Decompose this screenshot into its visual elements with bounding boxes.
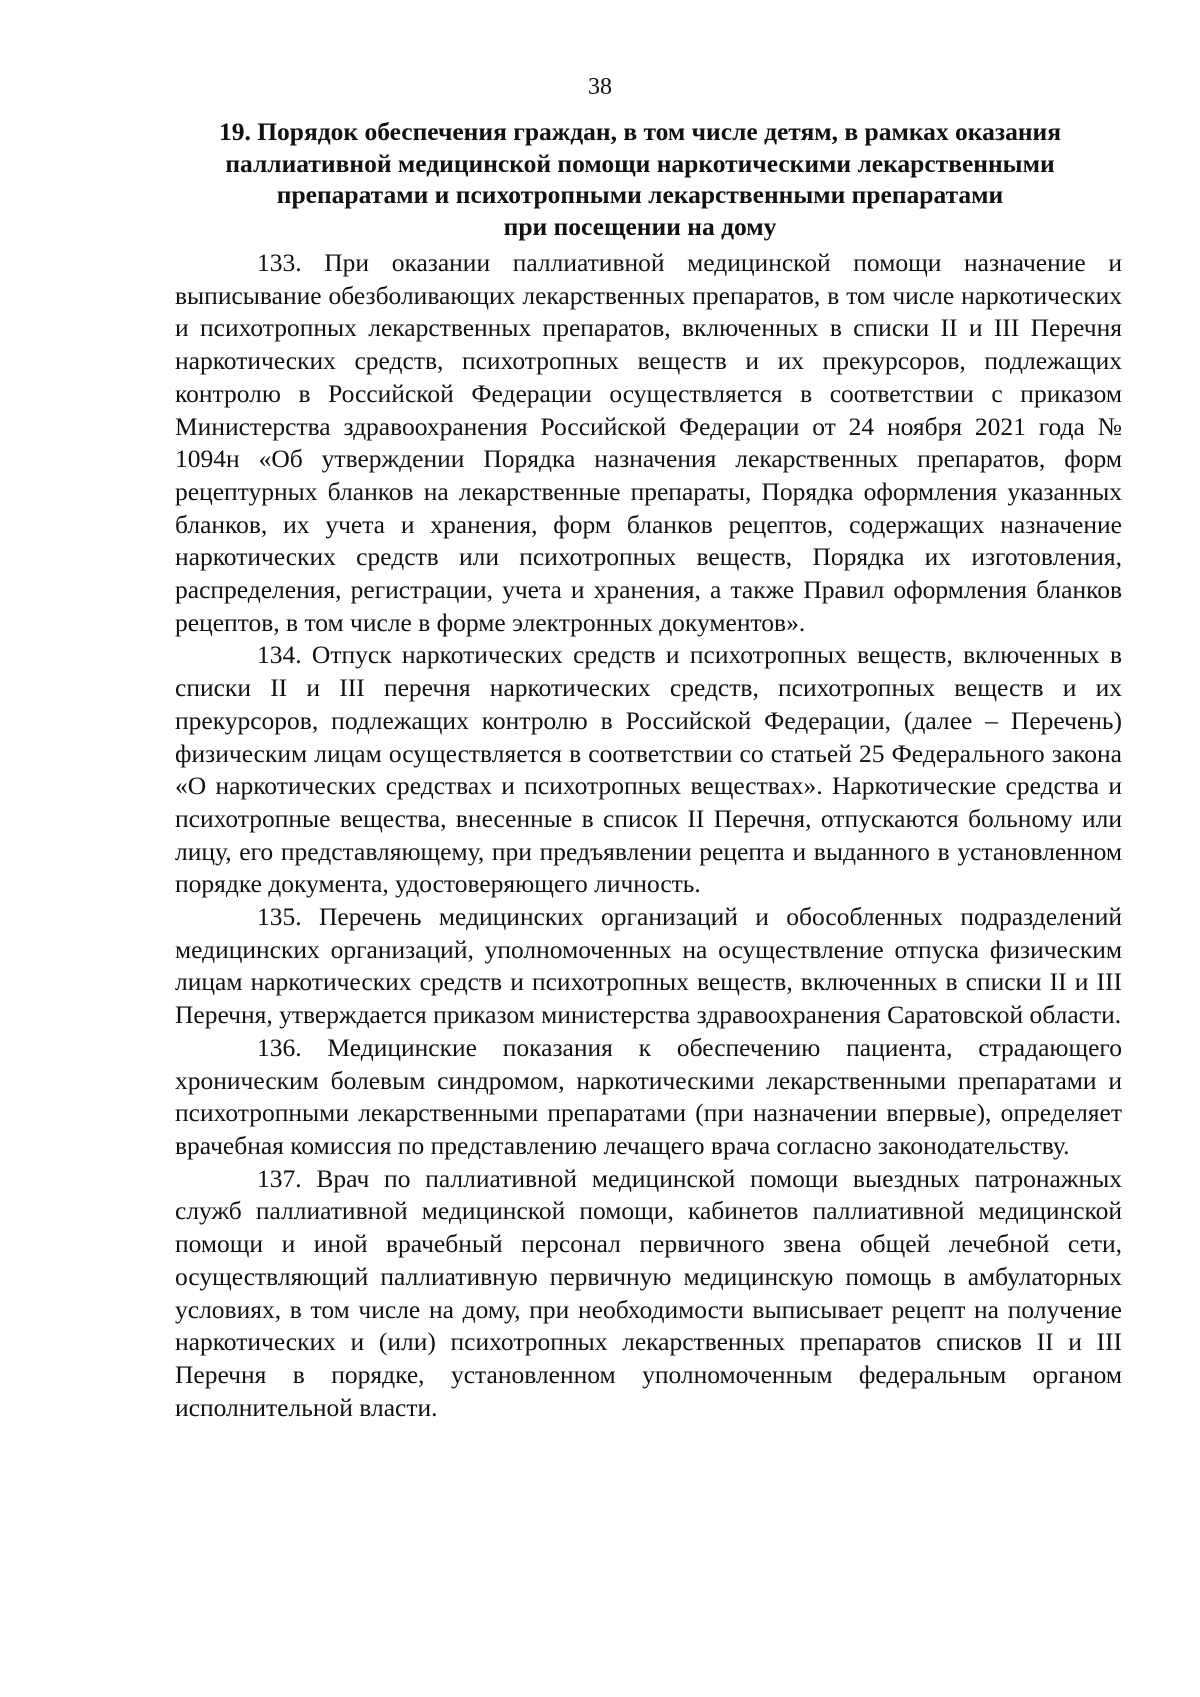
section-title-line: при посещении на дому <box>503 211 777 241</box>
paragraph-137: 137. Врач по паллиативной медицинской помощи выездных патронажных служб паллиативной медицинской помощи, кабинетов паллиативной медицинской помощи и иной врачебный персонал первичного звена общей лечебной сети, осуществляющий паллиативную первичную медицинскую помощь в амбулаторных условиях, в том числе на дому, при необходимости выписывает рецепт на получение наркотических и (или) психотропных лекарственных препаратов списков II и III Перечня в порядке, установленном уполномоченным федеральным органом исполнительной власти. <box>175 1163 1122 1422</box>
paragraph-136: 136. Медицинские показания к обеспечению пациента, страдающего хроническим болевым синдромом, наркотическими лекарственными препаратами и психотропными лекарственными препаратами (при назначении впервые), определяет врачебная комиссия по представлению лечащего врача согласно законодательству. <box>175 1032 1122 1160</box>
section-title <box>160 116 1120 242</box>
section-title-line: 19. Порядок обеспечения граждан, в том числе детям, в рамках оказания <box>218 117 1062 146</box>
section-title-line: паллиативной медицинской помощи наркотическими лекарственными <box>225 148 1055 178</box>
body-text <box>175 247 1122 1424</box>
page-number: 38 <box>588 74 612 100</box>
paragraph-133: 133. При оказании паллиативной медицинской помощи назначение и выписывание обезболивающих лекарственных препаратов, в том числе наркотических и психотропных лекарственных препаратов, включенных в списки II и III Перечня наркотических средств, психотропных веществ и их прекурсоров, подлежащих контролю в Российской Федерации осуществляется в соответствии с приказом Министерства здравоохранения Российской Федерации от 24 ноября 2021 года № 1094н «Об утверждении Порядка назначения лекарственных препаратов, форм рецептурных бланков на лекарственные препараты, Порядка оформления указанных бланков, их учета и хранения, форм бланков рецептов, содержащих назначение наркотических средств или психотропных веществ, Порядка их изготовления, распределения, регистрации, учета и хранения, а также Правил оформления бланков рецептов, в том числе в форме электронных документов». <box>175 248 1122 637</box>
paragraph-134: 134. Отпуск наркотических средств и психотропных веществ, включенных в списки II и III перечня наркотических средств, психотропных веществ и их прекурсоров, подлежащих контролю в Российской Федерации, (далее – Перечень) физическим лицам осуществляется в соответствии со статьей 25 Федерального закона «О наркотических средствах и психотропных веществах». Наркотические средства и психотропные вещества, внесенные в список II Перечня, отпускаются больному или лицу, его представляющему, при предъявлении рецепта и выданного в установленном порядке документа, удостоверяющего личность. <box>175 640 1122 899</box>
paragraph-135: 135. Перечень медицинских организаций и обособленных подразделений медицинских организаций, уполномоченных на осуществление отпуска физическим лицам наркотических средств и психотропных веществ, включенных в списки II и III Перечня, утверждается приказом министерства здравоохранения Саратовской области. <box>175 902 1122 1030</box>
section-title-line: препаратами и психотропными лекарственными препаратами <box>276 180 1004 209</box>
